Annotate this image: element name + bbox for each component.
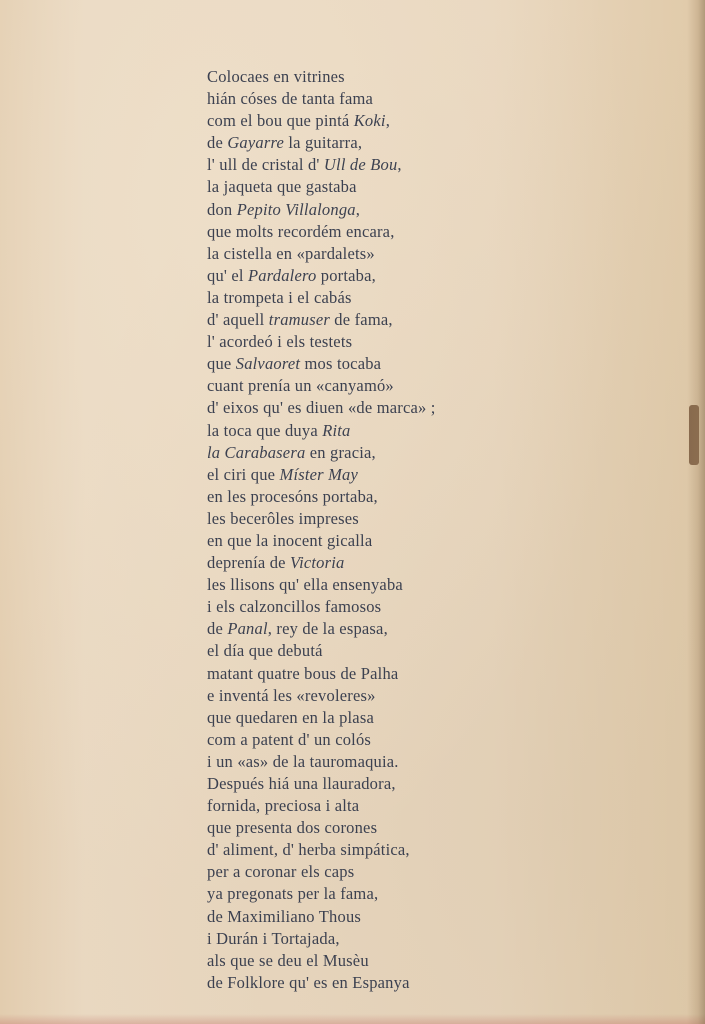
poem-line: la toca que duya Rita [207,420,351,440]
poem-line: hián cóses de tanta fama [207,89,374,109]
poem-line: que Salvaoret mos tocaba [207,354,382,374]
poem-line: de Maximiliano Thous [207,906,362,926]
poem-line: deprenía de Victoria [207,553,345,573]
poem-line: la cistella en «pardalets» [207,243,375,263]
poem-line: cuant prenía un «canyamó» [207,376,394,396]
poem-line: d' aquell tramuser de fama, [207,310,393,330]
poem-line: que quedaren en la plasa [207,707,374,727]
poem-line: Después hiá una llauradora, [207,774,396,793]
binding-stain [689,405,699,465]
poem-line: el día que debutá [207,641,323,661]
poem-line: ya pregonats per la fama, [207,884,379,904]
poem-line: les llisons qu' ella ensenyaba [207,575,403,595]
poem-line: que molts recordém encara, [207,221,395,241]
page-edge [0,1014,705,1024]
poem-line: e inventá les «revoleres» [207,685,376,705]
poem-line: per a coronar els caps [207,862,355,882]
poem-line: la trompeta i el cabás [207,287,352,307]
poem-text [207,66,436,994]
poem-line: l' ull de cristal d' Ull de Bou, [207,155,402,175]
poem-line: fornida, preciosa i alta [207,796,360,816]
poem-line: Colocaes en vitrines [207,67,345,86]
poem-line: l' acordeó i els testets [207,332,353,352]
poem-line: i un «as» de la tauromaquia. [207,751,399,771]
poem-line: les becerôles impreses [207,508,359,528]
poem-line: de Gayarre la guitarra, [207,133,363,153]
poem-line: qu' el Pardalero portaba, [207,265,376,285]
poem-line: la Carabasera en gracia, [207,442,376,462]
poem-line: de Folklore qu' es en Espanya [207,972,410,992]
poem-line: en les procesóns portaba, [207,486,378,506]
poem-line: la jaqueta que gastaba [207,177,357,197]
poem-line: i els calzoncillos famosos [207,597,382,617]
poem-line: de Panal, rey de la espasa, [207,619,388,639]
poem-line: als que se deu el Musèu [207,950,369,970]
poem-line: en que la inocent gicalla [207,530,373,550]
poem-line: i Durán i Tortajada, [207,928,340,948]
poem-line: don Pepito Villalonga, [207,199,361,219]
poem-line: d' aliment, d' herba simpática, [207,840,410,860]
poem-line: com el bou que pintá Koki, [207,111,391,131]
poem-line: com a patent d' un colós [207,729,372,749]
poem-line: matant quatre bous de Palha [207,663,399,683]
poem-line: d' eixos qu' es diuen «de marca» ; [207,398,436,418]
poem-line: que presenta dos corones [207,818,378,838]
poem-line: el ciri que Míster May [207,464,359,484]
